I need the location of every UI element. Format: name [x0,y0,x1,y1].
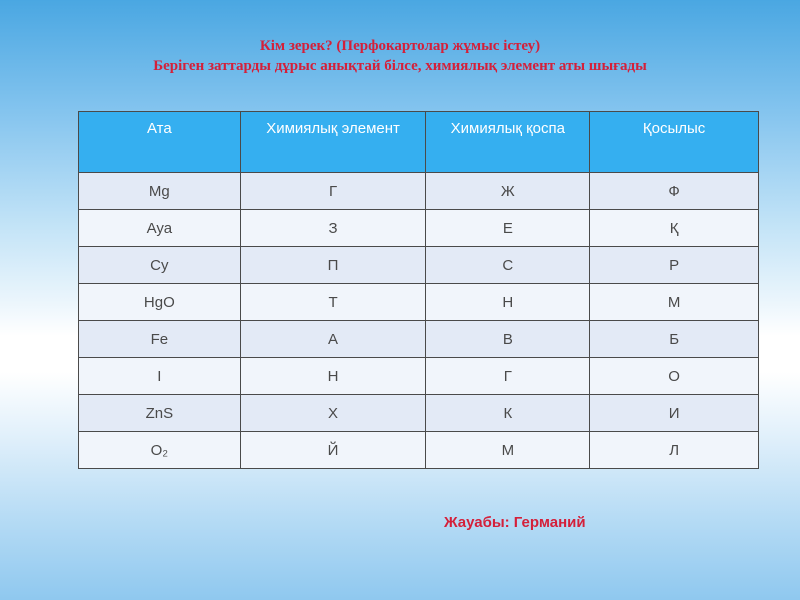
cell-substance: O₂ [79,432,241,469]
table-row [79,358,759,395]
header-chemical-element: Химиялық элемент [240,112,426,173]
cell-element-letter: Т [240,284,426,321]
slide-title [0,36,800,76]
table-row [79,210,759,247]
cell-element-letter: Г [240,173,426,210]
cell-substance: HgO [79,284,241,321]
cell-mixture-letter: М [426,432,590,469]
header-compound: Қосылыс [590,112,759,173]
cell-substance: Ауа [79,210,241,247]
title-line-2: Берiген заттарды дұрыс анықтай білсе, химиялық элемент аты шығады [153,58,647,74]
cell-substance: I [79,358,241,395]
cell-substance: Fe [79,321,241,358]
table-row [79,284,759,321]
cell-substance: ZnS [79,395,241,432]
cell-compound-letter: Б [590,321,759,358]
answer-text: Жауабы: Германий [444,514,586,531]
cell-mixture-letter: Ж [426,173,590,210]
cell-compound-letter: О [590,358,759,395]
cell-mixture-letter: Е [426,210,590,247]
cell-element-letter: З [240,210,426,247]
cell-mixture-letter: В [426,321,590,358]
table-row [79,321,759,358]
table-row [79,173,759,210]
cell-compound-letter: Ф [590,173,759,210]
cell-element-letter: Й [240,432,426,469]
table-row [79,247,759,284]
cell-element-letter: А [240,321,426,358]
cell-substance: Су [79,247,241,284]
cell-compound-letter: Р [590,247,759,284]
cell-mixture-letter: К [426,395,590,432]
cell-compound-letter: И [590,395,759,432]
table-row [79,432,759,469]
punch-card-table [78,111,759,469]
cell-element-letter: Н [240,358,426,395]
cell-mixture-letter: Г [426,358,590,395]
header-chemical-mixture: Химиялық қоспа [426,112,590,173]
cell-element-letter: Х [240,395,426,432]
cell-element-letter: П [240,247,426,284]
title-line-1: Кім зерек? (Перфокартолар жұмыс істеу) [259,38,541,54]
header-name: Ата [79,112,241,173]
table-header-row [79,112,759,173]
cell-compound-letter: Қ [590,210,759,247]
cell-compound-letter: М [590,284,759,321]
table-row [79,395,759,432]
cell-mixture-letter: С [426,247,590,284]
cell-substance: Mg [79,173,241,210]
cell-mixture-letter: Н [426,284,590,321]
cell-compound-letter: Л [590,432,759,469]
